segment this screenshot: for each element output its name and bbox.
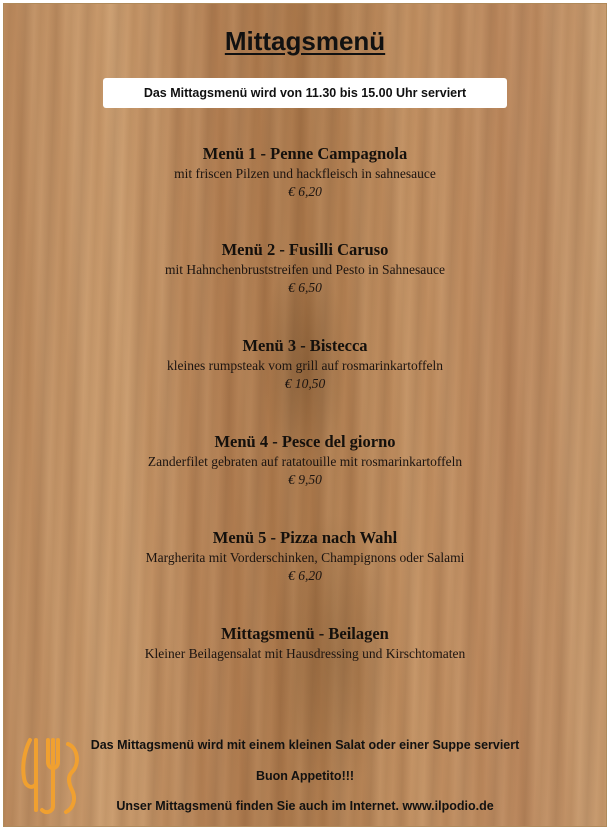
menu-item-name: Menü 4 - Pesce del giorno bbox=[214, 432, 396, 451]
menu-item-price: € 6,20 bbox=[288, 184, 322, 199]
menu-item-name: Menü 3 - Bistecca bbox=[242, 336, 368, 355]
menu-item-description: kleines rumpsteak vom grill auf rosmarinkartoffeln bbox=[166, 358, 444, 373]
menu-item-1 bbox=[4, 144, 606, 201]
page-title: Mittagsmenü bbox=[224, 26, 386, 56]
menu-item-description: Margherita mit Vorderschinken, Champignons oder Salami bbox=[145, 550, 465, 565]
menu-item-4 bbox=[4, 432, 606, 489]
footer-note: Das Mittagsmenü wird mit einem kleinen Salat oder einer Suppe serviert bbox=[90, 738, 520, 752]
menu-item-name: Menü 2 - Fusilli Caruso bbox=[221, 240, 389, 259]
menu-item-2 bbox=[4, 240, 606, 297]
menu-item-name: Menü 5 - Pizza nach Wahl bbox=[212, 528, 398, 547]
footer-greeting: Buon Appetito!!! bbox=[255, 769, 355, 783]
footer-web-link[interactable]: Unser Mittagsmenü finden Sie auch im Internet. www.ilpodio.de bbox=[116, 799, 494, 813]
menu-item-price: € 10,50 bbox=[284, 376, 326, 391]
serving-hours-box bbox=[103, 78, 507, 108]
menu-item-price: € 6,20 bbox=[288, 568, 322, 583]
menu-item-price: € 6,50 bbox=[288, 280, 322, 295]
menu-item-3 bbox=[4, 336, 606, 393]
serving-hours-text: Das Mittagsmenü wird von 11.30 bis 15.00 Uhr serviert bbox=[143, 86, 467, 100]
menu-page bbox=[3, 3, 607, 827]
menu-item-description: Zanderfilet gebraten auf ratatouille mit rosmarinkartoffeln bbox=[147, 454, 463, 469]
menu-item-5 bbox=[4, 528, 606, 585]
menu-item-name: Mittagsmenü - Beilagen bbox=[221, 624, 389, 643]
menu-item-name: Menü 1 - Penne Campagnola bbox=[202, 144, 408, 163]
menu-item-description: Kleiner Beilagensalat mit Hausdressing und Kirschtomaten bbox=[144, 646, 466, 661]
menu-item-description: mit friscen Pilzen und hackfleisch in sahnesauce bbox=[174, 166, 436, 181]
menu-item-sides bbox=[4, 624, 606, 663]
menu-item-description: mit Hahnchenbruststreifen und Pesto in Sahnesauce bbox=[164, 262, 446, 277]
menu-item-price: € 9,50 bbox=[288, 472, 322, 487]
